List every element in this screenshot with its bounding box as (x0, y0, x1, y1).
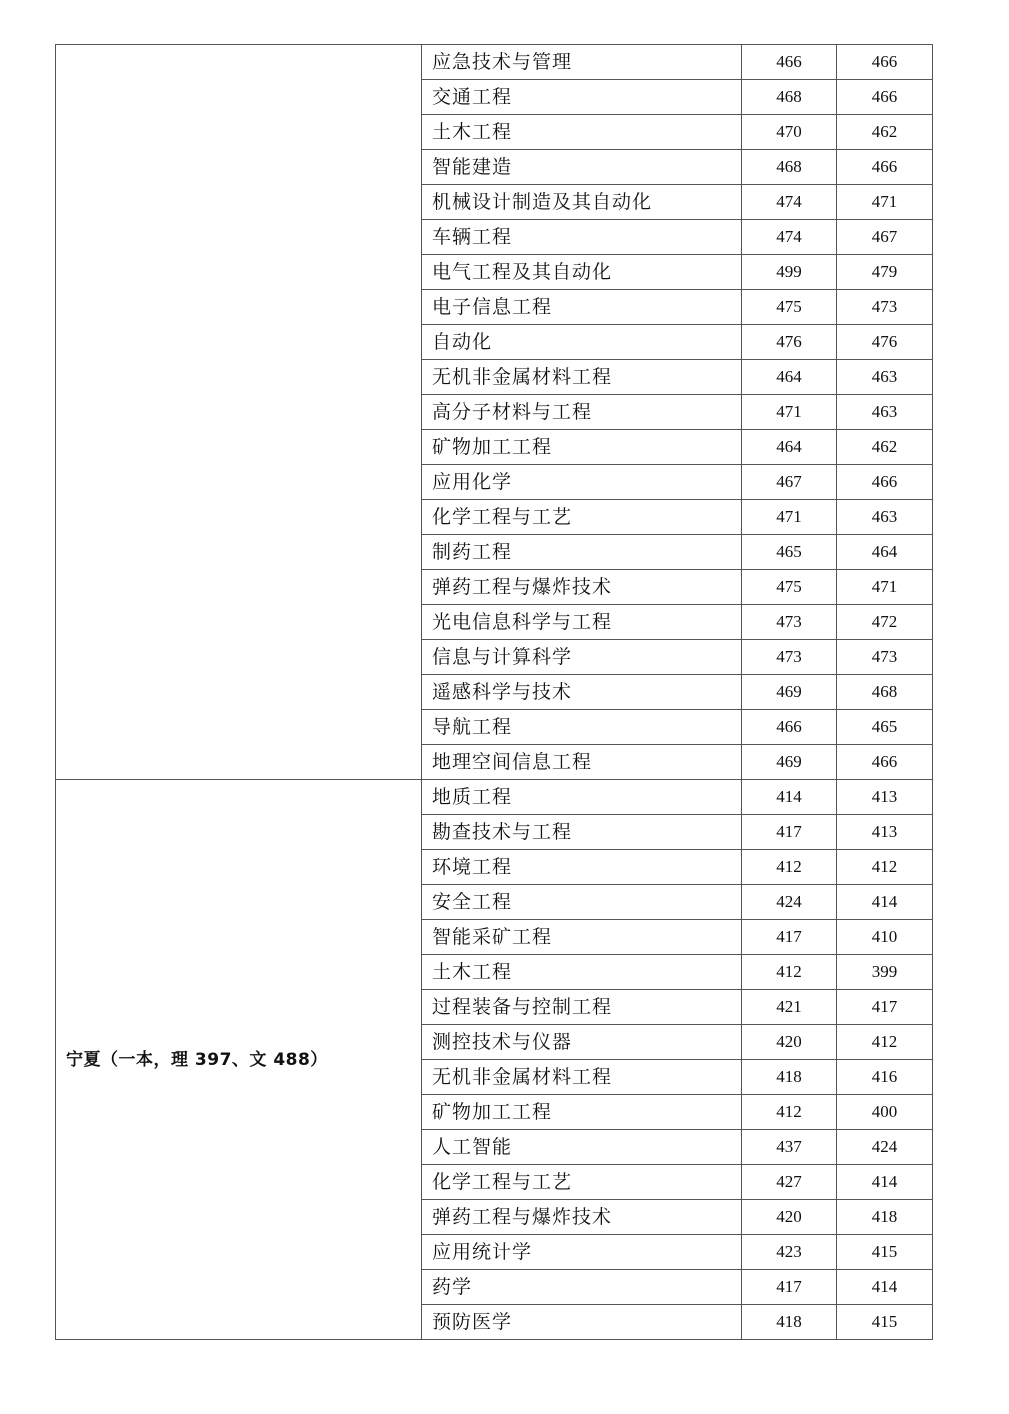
max-score-cell: 466 (742, 710, 837, 745)
max-score-cell: 421 (742, 990, 837, 1025)
min-score-cell: 424 (837, 1130, 933, 1165)
max-score-cell: 464 (742, 360, 837, 395)
max-score-cell: 412 (742, 850, 837, 885)
min-score-cell: 416 (837, 1060, 933, 1095)
max-score-cell: 475 (742, 290, 837, 325)
table-row (56, 780, 933, 815)
province-cell: 宁夏（一本，理 397、文 488） (56, 780, 422, 1340)
min-score-cell: 415 (837, 1235, 933, 1270)
min-score-cell: 413 (837, 815, 933, 850)
min-score-cell: 412 (837, 850, 933, 885)
major-name-cell: 自动化 (422, 325, 742, 360)
max-score-cell: 474 (742, 220, 837, 255)
max-score-cell: 475 (742, 570, 837, 605)
max-score-cell: 471 (742, 395, 837, 430)
major-name-cell: 制药工程 (422, 535, 742, 570)
score-table-body (56, 45, 933, 1340)
major-name-cell: 应急技术与管理 (422, 45, 742, 80)
province-cell (56, 45, 422, 780)
major-name-cell: 矿物加工工程 (422, 430, 742, 465)
min-score-cell: 400 (837, 1095, 933, 1130)
max-score-cell: 469 (742, 745, 837, 780)
max-score-cell: 466 (742, 45, 837, 80)
table-row (56, 45, 933, 80)
min-score-cell: 410 (837, 920, 933, 955)
max-score-cell: 412 (742, 955, 837, 990)
max-score-cell: 437 (742, 1130, 837, 1165)
max-score-cell: 414 (742, 780, 837, 815)
max-score-cell: 412 (742, 1095, 837, 1130)
major-name-cell: 安全工程 (422, 885, 742, 920)
min-score-cell: 464 (837, 535, 933, 570)
max-score-cell: 476 (742, 325, 837, 360)
major-name-cell: 弹药工程与爆炸技术 (422, 1200, 742, 1235)
major-name-cell: 电气工程及其自动化 (422, 255, 742, 290)
max-score-cell: 427 (742, 1165, 837, 1200)
major-name-cell: 地理空间信息工程 (422, 745, 742, 780)
major-name-cell: 导航工程 (422, 710, 742, 745)
min-score-cell: 414 (837, 885, 933, 920)
max-score-cell: 470 (742, 115, 837, 150)
major-name-cell: 遥感科学与技术 (422, 675, 742, 710)
major-name-cell: 高分子材料与工程 (422, 395, 742, 430)
min-score-cell: 473 (837, 290, 933, 325)
min-score-cell: 466 (837, 150, 933, 185)
max-score-cell: 467 (742, 465, 837, 500)
major-name-cell: 应用统计学 (422, 1235, 742, 1270)
min-score-cell: 462 (837, 430, 933, 465)
min-score-cell: 473 (837, 640, 933, 675)
max-score-cell: 474 (742, 185, 837, 220)
major-name-cell: 智能采矿工程 (422, 920, 742, 955)
min-score-cell: 463 (837, 360, 933, 395)
major-name-cell: 智能建造 (422, 150, 742, 185)
major-name-cell: 应用化学 (422, 465, 742, 500)
min-score-cell: 417 (837, 990, 933, 1025)
major-name-cell: 环境工程 (422, 850, 742, 885)
major-name-cell: 弹药工程与爆炸技术 (422, 570, 742, 605)
major-name-cell: 地质工程 (422, 780, 742, 815)
min-score-cell: 466 (837, 745, 933, 780)
min-score-cell: 476 (837, 325, 933, 360)
min-score-cell: 466 (837, 45, 933, 80)
major-name-cell: 测控技术与仪器 (422, 1025, 742, 1060)
max-score-cell: 468 (742, 80, 837, 115)
major-name-cell: 矿物加工工程 (422, 1095, 742, 1130)
major-name-cell: 勘查技术与工程 (422, 815, 742, 850)
major-name-cell: 无机非金属材料工程 (422, 1060, 742, 1095)
min-score-cell: 467 (837, 220, 933, 255)
major-name-cell: 过程装备与控制工程 (422, 990, 742, 1025)
min-score-cell: 465 (837, 710, 933, 745)
major-name-cell: 交通工程 (422, 80, 742, 115)
major-name-cell: 车辆工程 (422, 220, 742, 255)
min-score-cell: 462 (837, 115, 933, 150)
max-score-cell: 465 (742, 535, 837, 570)
max-score-cell: 464 (742, 430, 837, 465)
min-score-cell: 414 (837, 1165, 933, 1200)
max-score-cell: 424 (742, 885, 837, 920)
major-name-cell: 电子信息工程 (422, 290, 742, 325)
admission-score-table (55, 44, 933, 1340)
min-score-cell: 468 (837, 675, 933, 710)
max-score-cell: 473 (742, 605, 837, 640)
max-score-cell: 471 (742, 500, 837, 535)
max-score-cell: 499 (742, 255, 837, 290)
max-score-cell: 468 (742, 150, 837, 185)
min-score-cell: 471 (837, 570, 933, 605)
max-score-cell: 417 (742, 920, 837, 955)
min-score-cell: 412 (837, 1025, 933, 1060)
min-score-cell: 414 (837, 1270, 933, 1305)
min-score-cell: 466 (837, 80, 933, 115)
max-score-cell: 417 (742, 815, 837, 850)
min-score-cell: 466 (837, 465, 933, 500)
max-score-cell: 418 (742, 1060, 837, 1095)
min-score-cell: 472 (837, 605, 933, 640)
major-name-cell: 化学工程与工艺 (422, 1165, 742, 1200)
min-score-cell: 418 (837, 1200, 933, 1235)
min-score-cell: 471 (837, 185, 933, 220)
min-score-cell: 399 (837, 955, 933, 990)
major-name-cell: 机械设计制造及其自动化 (422, 185, 742, 220)
min-score-cell: 463 (837, 395, 933, 430)
major-name-cell: 无机非金属材料工程 (422, 360, 742, 395)
max-score-cell: 420 (742, 1200, 837, 1235)
max-score-cell: 418 (742, 1305, 837, 1340)
min-score-cell: 479 (837, 255, 933, 290)
max-score-cell: 473 (742, 640, 837, 675)
major-name-cell: 药学 (422, 1270, 742, 1305)
min-score-cell: 463 (837, 500, 933, 535)
major-name-cell: 土木工程 (422, 115, 742, 150)
min-score-cell: 413 (837, 780, 933, 815)
major-name-cell: 预防医学 (422, 1305, 742, 1340)
min-score-cell: 415 (837, 1305, 933, 1340)
major-name-cell: 人工智能 (422, 1130, 742, 1165)
major-name-cell: 土木工程 (422, 955, 742, 990)
major-name-cell: 光电信息科学与工程 (422, 605, 742, 640)
major-name-cell: 信息与计算科学 (422, 640, 742, 675)
max-score-cell: 417 (742, 1270, 837, 1305)
max-score-cell: 469 (742, 675, 837, 710)
max-score-cell: 420 (742, 1025, 837, 1060)
max-score-cell: 423 (742, 1235, 837, 1270)
major-name-cell: 化学工程与工艺 (422, 500, 742, 535)
